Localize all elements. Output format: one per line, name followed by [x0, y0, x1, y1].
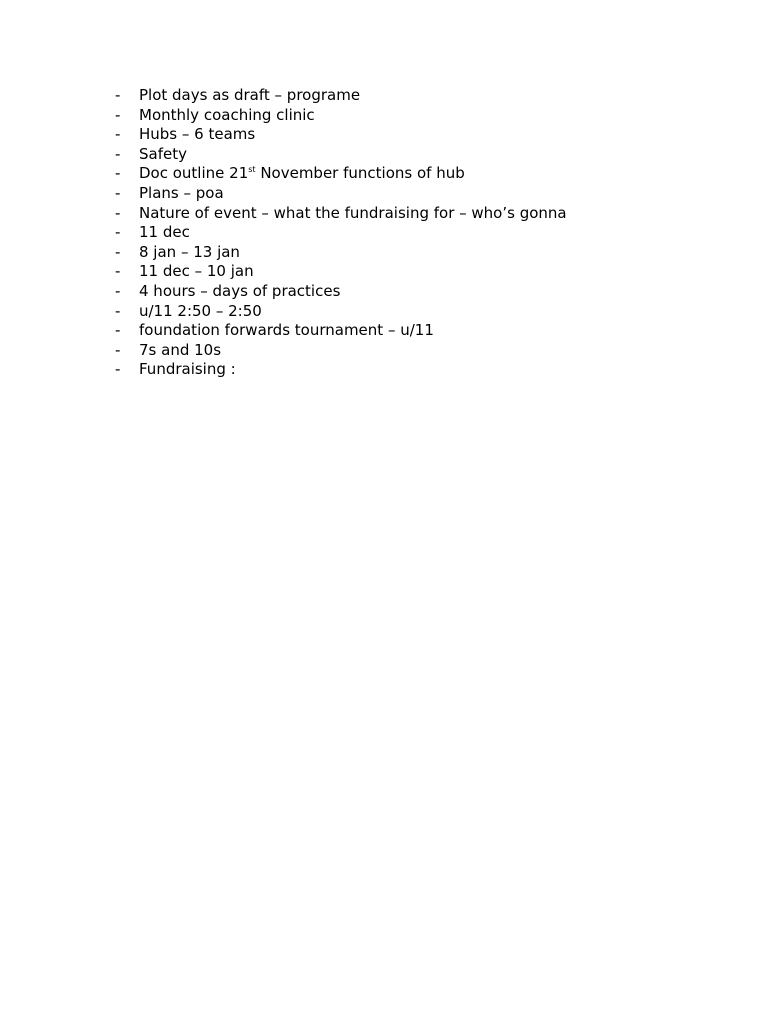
- list-item-text: Fundraising :: [139, 360, 236, 379]
- dash-marker: -: [115, 262, 121, 281]
- dash-marker: -: [115, 105, 121, 124]
- dash-marker: -: [115, 281, 121, 300]
- dash-marker: -: [115, 301, 121, 320]
- list-item: [115, 321, 567, 341]
- list-item: [115, 125, 567, 145]
- list-item: [115, 184, 567, 204]
- dash-marker: -: [115, 125, 121, 144]
- dash-marker: -: [115, 321, 121, 340]
- list-item-text: Hubs – 6 teams: [139, 125, 256, 144]
- dash-marker: -: [115, 360, 121, 379]
- list-item: [115, 243, 567, 263]
- list-item-text: 7s and 10s: [139, 340, 222, 359]
- list-item-text: Monthly coaching clinic: [139, 105, 315, 124]
- list-item: [115, 145, 567, 165]
- dash-marker: -: [115, 203, 121, 222]
- list-item-text: [139, 164, 465, 184]
- dash-marker: -: [115, 242, 121, 261]
- list-item-text: foundation forwards tournament – u/11: [139, 321, 434, 340]
- ordinal-superscript: st: [248, 165, 256, 175]
- list-item: [115, 302, 567, 322]
- list-item: [115, 341, 567, 361]
- list-item: [115, 86, 567, 106]
- list-item-text-before: Doc outline 21: [139, 164, 249, 183]
- dash-marker: -: [115, 164, 121, 183]
- list-item-text: Safety: [139, 144, 187, 163]
- list-item-text: Plans – poa: [139, 183, 224, 202]
- list-item-text-after: November functions of hub: [255, 164, 465, 183]
- list-item: [115, 106, 567, 126]
- dash-marker: -: [115, 223, 121, 242]
- list-item: [115, 204, 567, 224]
- list-item-text: 4 hours – days of practices: [139, 281, 341, 300]
- bullet-list: [115, 86, 567, 380]
- list-item: [115, 282, 567, 302]
- list-item-text: Plot days as draft – programe: [139, 86, 361, 104]
- list-item: [115, 262, 567, 282]
- list-item-text: 11 dec – 10 jan: [139, 262, 254, 281]
- list-item-text: u/11 2:50 – 2:50: [139, 301, 262, 320]
- list-item-text: 11 dec: [139, 223, 190, 242]
- list-item: [115, 223, 567, 243]
- dash-marker: -: [115, 183, 121, 202]
- dash-marker: -: [115, 86, 121, 104]
- dash-marker: -: [115, 144, 121, 163]
- list-item: [115, 360, 567, 380]
- dash-marker: -: [115, 340, 121, 359]
- list-item-text: 8 jan – 13 jan: [139, 242, 240, 261]
- list-item-text: Nature of event – what the fundraising for – who’s gonna: [139, 203, 567, 222]
- list-item: [115, 164, 567, 184]
